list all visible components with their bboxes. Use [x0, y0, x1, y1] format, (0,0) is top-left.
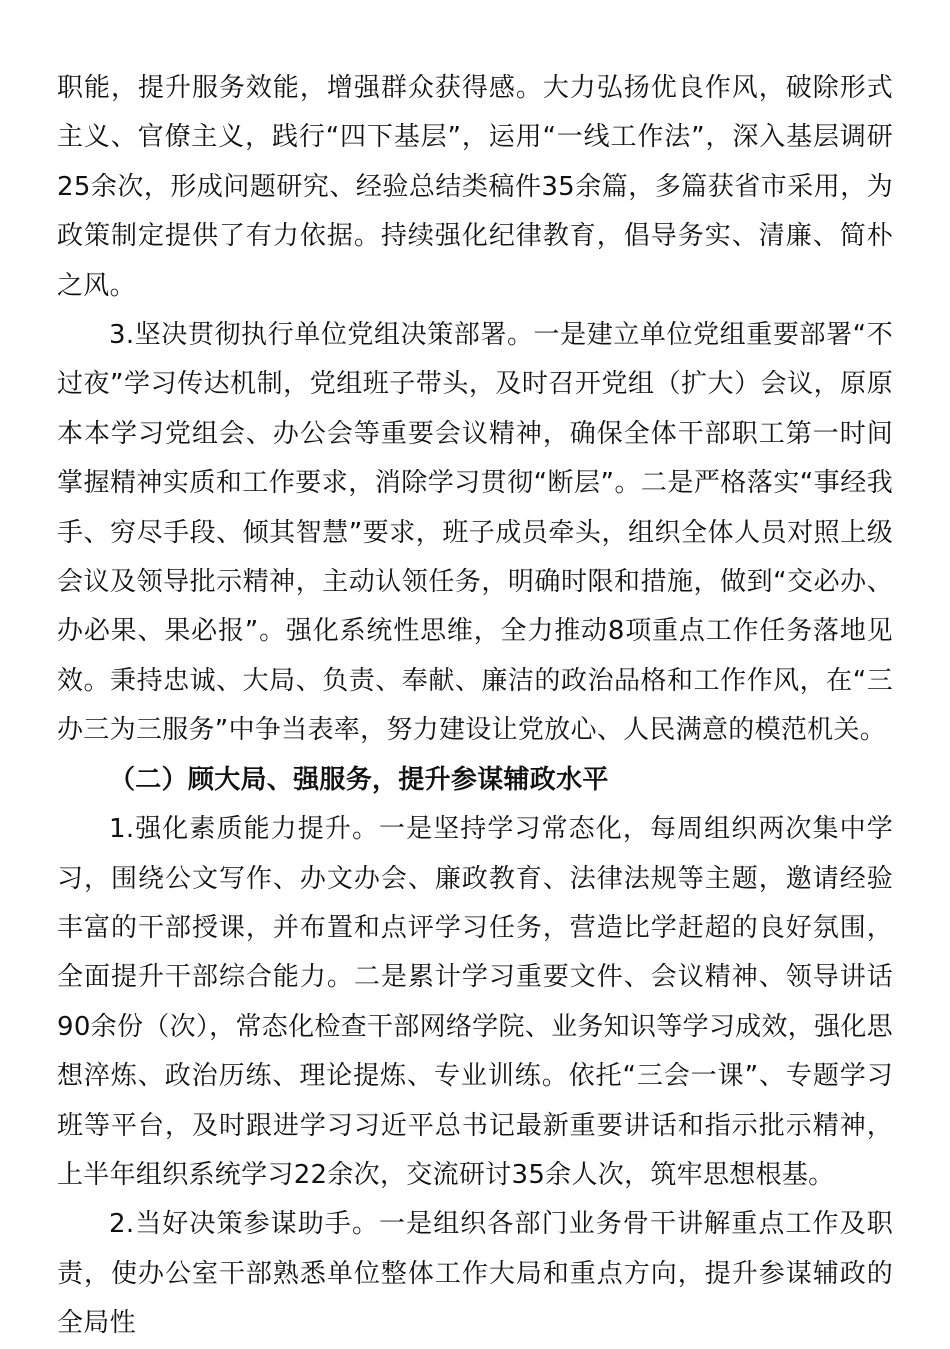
- paragraph-advisor-role: 2.当好决策参谋助手。一是组织各部门业务骨干讲解重点工作及职责，使办公室干部熟悉单位整体工作大局和重点方向，提升参谋辅政的全局性: [57, 1209, 893, 1339]
- section-heading: （二）顾大局、强服务，提升参谋辅政水平: [109, 764, 609, 795]
- paragraph-capacity-building: 1.强化素质能力提升。一是坚持学习常态化，每周组织两次集中学习，围绕公文写作、办文办会、廉政教育、法律法规等主题，邀请经验丰富的干部授课，并布置和点评学习任务，营造比学赶超的良好氛围，全面提升干部综合能力。二是累计学习重要文件、会议精神、领导讲话90余份（次），常态化检查干部网络学院、业务知识等学习成效，强化思想淬炼、政治历练、理论提炼、专业训练。依托“三会一课”、专题学习班等平台，及时跟进学习习近平总书记最新重要讲话和指示批示精神，上半年组织系统学习22余次，交流研讨35余人次，筑牢思想根基。: [57, 814, 893, 1190]
- paragraph-implement-decisions: 3.坚决贯彻执行单位党组决策部署。一是建立单位党组重要部署“不过夜”学习传达机制，党组班子带头，及时召开党组（扩大）会议，原原本本学习党组会、办公会等重要会议精神，确保全体干部职工第一时间掌握精神实质和工作要求，消除学习贯彻“断层”。二是严格落实“事经我手、穷尽手段、倾其智慧”要求，班子成员牵头，组织全体人员对照上级会议及领导批示精神，主动认领任务，明确时限和措施，做到“交必办、办必果、果必报”。强化系统性思维，全力推动8项重点工作任务落地见效。秉持忠诚、大局、负责、奉献、廉洁的政治品格和工作作风，在“三办三为三服务”中争当表率，努力建设让党放心、人民满意的模范机关。: [57, 320, 893, 746]
- document-body: [57, 64, 893, 1349]
- paragraph-continuation: 职能，提升服务效能，增强群众获得感。大力弘扬优良作风，破除形式主义、官僚主义，践行“四下基层”，运用“一线工作法”，深入基层调研25余次，形成问题研究、经验总结类稿件35余篇，多篇获省市采用，为政策制定提供了有力依据。持续强化纪律教育，倡导务实、清廉、简朴之风。: [57, 73, 893, 301]
